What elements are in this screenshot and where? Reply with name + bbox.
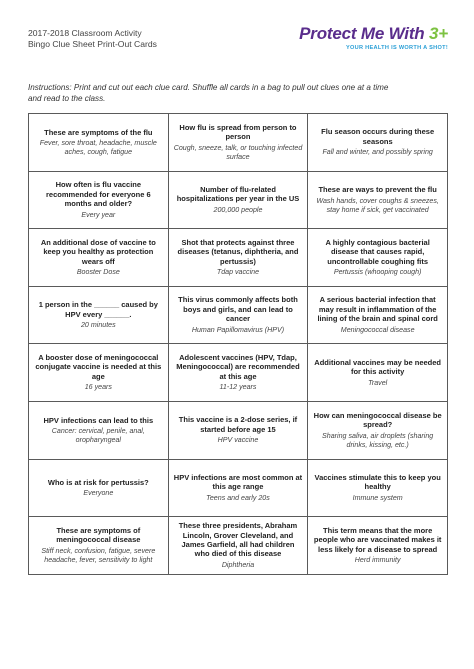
clue-answer: Everyone [83,489,114,498]
clue-answer: Human Papillomavirus (HPV) [191,325,285,334]
clue-question: Adolescent vaccines (HPV, Tdap, Meningococcal) are recommended at this age [176,353,300,381]
clue-answer: Wash hands, cover coughs & sneezes, stay home if sick, get vaccinated [316,196,439,214]
clue-card [308,114,448,172]
instructions [28,82,448,104]
clue-card [168,401,308,459]
clue-card [29,459,169,517]
clue-question: HPV infections are most common at this age range [173,472,303,492]
clue-answer: Sharing saliva, air droplets (sharing drinks, kissing, etc.) [322,431,434,449]
clue-answer: Cancer: cervical, penile, anal, oropharyngeal [51,426,145,444]
clue-answer: HPV vaccine [217,436,259,445]
clue-answer: Teens and early 20s [206,493,270,502]
card-row [29,459,448,517]
clue-question: How often is flu vaccine recommended for everyone 6 months and older? [46,180,151,209]
clue-answer: Immune system [352,493,403,502]
clue-question: A serious bacterial infection that may result in inflammation of the lining of the brain and spinal cord [317,295,438,324]
clue-card [308,229,448,287]
instructions-line-1: Instructions: Print and cut out each clue card. Shuffle all cards in a bag to pull out clues one at a time [28,83,389,92]
clue-answer: Herd immunity [354,556,401,565]
card-row [29,229,448,287]
clue-question: Additional vaccines may be needed for this activity [314,357,442,377]
clue-question: Vaccines stimulate this to keep you healthy [314,472,441,492]
logo-accent: 3+ [429,24,448,43]
card-row [29,286,448,344]
clue-question: This virus commonly affects both boys and girls, and can lead to cancer [178,295,298,324]
card-row [29,401,448,459]
clue-card [168,286,308,344]
activity-title [28,28,157,50]
clue-answer: Stiff neck, confusion, fatigue, severe headache, fever, sensitivity to light [41,546,156,564]
clue-answer: Fever, sore throat, headache, muscle aches, cough, fatigue [39,139,157,156]
clue-question: Number of flu-related hospitalizations per year in the US [176,184,300,204]
clue-card [29,229,169,287]
clue-question: Flu season occurs during these seasons [321,127,435,146]
clue-question: These three presidents, Abraham Lincoln, Grover Cleveland, and James Garfield, all had children who died of this disease [178,521,298,559]
clue-question: These are ways to prevent the flu [318,185,437,195]
clue-card [168,171,308,229]
clue-card [29,114,169,172]
clue-answer: Diphtheria [221,560,255,569]
clue-card [168,344,308,402]
clue-question: How flu is spread from person to person [179,122,297,142]
card-row [29,344,448,402]
clue-question: Who is at risk for pertussis? [47,477,149,487]
clue-answer: 16 years [84,383,112,392]
instructions-line-2: and read to the class. [28,94,106,103]
logo-wordmark: Protect Me With [299,24,425,43]
clue-question: An additional dose of vaccine to keep you healthy as protection wears off [40,237,156,266]
clue-answer: Cough, sneeze, talk, or touching infected surface [173,143,303,161]
clue-answer: Fall and winter, and possibly spring [322,148,433,157]
clue-question: This term means that the more people who are vaccinated makes it less likely for a disease to spread [313,525,442,554]
clue-question: Shot that protects against three diseases (tetanus, diphtheria, and pertussis) [177,237,299,266]
clue-question: These are symptoms of meningococcal disease [56,526,141,545]
clue-answer: Meningococcal disease [340,325,415,334]
activity-year-line: 2017-2018 Classroom Activity [28,28,142,38]
clue-card [308,286,448,344]
clue-question: A highly contagious bacterial disease that causes rapid, uncontrollable coughing fits [325,237,430,266]
card-row [29,171,448,229]
clue-answer: Every year [81,210,116,219]
clue-question: HPV infections can lead to this [43,415,154,425]
clue-card [308,401,448,459]
clue-answer: 11-12 years [219,383,257,392]
clue-card-grid [28,113,448,575]
clue-card [29,344,169,402]
clue-question: A booster dose of meningococcal conjugate vaccine is needed at this age [35,353,162,381]
clue-question: 1 person in the ______ caused by HPV every ______. [38,300,158,319]
logo-tagline: YOUR HEALTH IS WORTH A SHOT! [345,45,448,51]
clue-card [168,517,308,575]
clue-card [168,459,308,517]
clue-card [168,114,308,172]
clue-card [29,286,169,344]
clue-answer: Travel [368,378,388,387]
clue-answer: 200,000 people [213,205,263,214]
card-row [29,517,448,575]
clue-card [168,229,308,287]
campaign-logo [298,24,448,51]
clue-answer: Booster Dose [76,268,120,277]
clue-card [308,344,448,402]
activity-subtitle-line: Bingo Clue Sheet Print-Out Cards [28,39,157,49]
clue-card [308,517,448,575]
clue-card [29,171,169,229]
clue-card [308,459,448,517]
clue-answer: 20 minutes [80,320,116,329]
clue-question: How can meningococcal disease be spread? [313,410,442,430]
clue-card [29,517,169,575]
clue-question: These are symptoms of the flu [44,127,153,137]
clue-card [29,401,169,459]
clue-answer: Tdap vaccine [216,268,260,277]
card-row [29,114,448,172]
clue-card [308,171,448,229]
clue-answer: Pertussis (whooping cough) [333,268,422,277]
clue-question: This vaccine is a 2-dose series, if started before age 15 [178,415,298,434]
page-header [28,24,448,84]
